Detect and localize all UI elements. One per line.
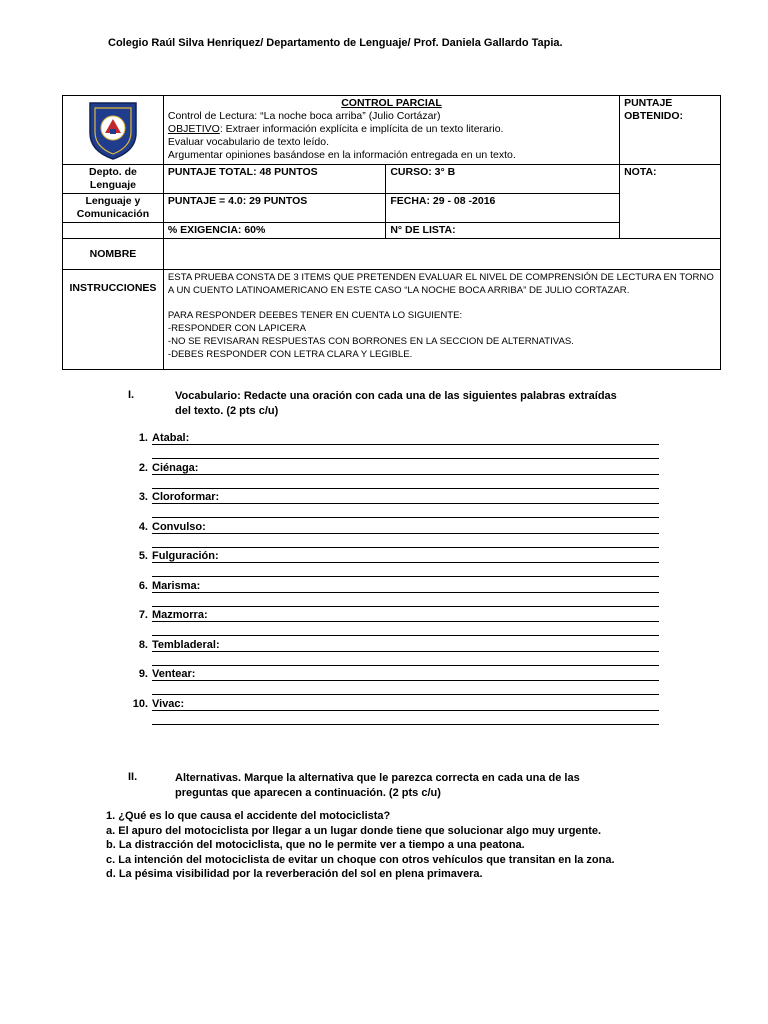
answer-line[interactable] [152,488,659,489]
answer-line[interactable] [152,592,659,593]
answer-line[interactable] [152,474,659,475]
section-2-title [175,771,580,801]
vocab-item [128,521,663,549]
vocab-number: 6. [138,579,148,592]
answer-line[interactable] [152,621,659,622]
answer-line[interactable] [152,635,659,636]
section-1-title [175,389,617,419]
vocab-number: 5. [138,550,148,562]
instruction-intro: ESTA PRUEBA CONSTA DE 3 ITEMS QUE PRETENDEN EVALUAR EL NIVEL DE COMPRENSIÓN DE LECTURA EN TORNO A UN CUENTO LATINOAMERICANO EN ESTE CASO “LA NOCHE BOCA ARRIBA” DE JULIO CORTAZAR. [167,272,714,296]
instruction-item: -RESPONDER CON LAPICERA [167,323,306,334]
answer-line[interactable] [152,533,659,534]
vocab-number: 4. [138,520,148,533]
empty-cell [63,223,164,239]
document-header: Colegio Raúl Silva Henriquez/ Departamento de Lenguaje/ Prof. Daniela Gallardo Tapia. [108,37,563,49]
vocab-item [128,491,663,519]
option-b[interactable]: b. La distracción del motociclista, que no le permite ver a tiempo a una peatona. [106,839,525,851]
vocab-number: 10. [132,697,148,710]
answer-line[interactable] [152,665,659,666]
vocab-word: Fulguración: [152,550,219,562]
objective-line-2: Evaluar vocabulario de texto leído. [167,136,330,148]
exigencia: % EXIGENCIA: 60% [163,223,385,239]
objective-line-3: Argumentar opiniones basándose en la información entregada en un texto. [167,149,516,161]
vocab-word: Mazmorra: [152,609,208,621]
section-2-title-line2: preguntas que aparecen a continuación. (2 pts c/u) [175,787,441,799]
vocab-word: Ventear: [152,668,196,680]
objective-line [168,123,615,136]
section-1-numeral: I. [128,389,135,401]
question-1-text: 1. ¿Qué es lo que causa el accidente del motociclista? [106,810,391,822]
answer-line[interactable] [152,710,659,711]
objective-label: OBJETIVO [167,123,220,135]
answer-line[interactable] [152,606,659,607]
depto-label: Depto. de Lenguaje [63,165,164,194]
vocab-item [128,609,663,637]
vocab-word: Convulso: [152,520,206,533]
vocab-item [128,668,663,696]
vocab-word: Atabal: [152,432,190,444]
answer-line[interactable] [152,517,659,518]
section-1-title-line1: Vocabulario: Redacte una oración con cada una de las siguientes palabras extraídas [175,390,617,402]
asignatura-label: Lenguaje y Comunicación [63,194,164,223]
puntaje-obtenido-cell [620,96,721,165]
vocab-number: 9. [138,668,148,680]
exam-header-table [62,95,721,370]
instruction-item: -DEBES RESPONDER CON LETRA CLARA Y LEGIBLE. [167,349,413,360]
section-2-numeral: II. [128,771,138,783]
vocab-word: Marisma: [152,579,201,592]
exam-title: CONTROL PARCIAL [341,97,442,109]
answer-line[interactable] [152,724,659,725]
answer-line[interactable] [152,458,659,459]
answer-line[interactable] [152,680,659,681]
answer-line[interactable] [152,547,659,548]
answer-line[interactable] [152,694,659,695]
section-2-title-line1: Alternativas. Marque la alternativa que le parezca correcta en cada una de las [175,772,580,784]
option-d[interactable]: d. La pésima visibilidad por la reverberación del sol en plena primavera. [106,868,483,880]
nota-label: NOTA: [620,165,721,239]
vocab-item [128,550,663,578]
vocab-word: Tembladeral: [152,638,220,651]
vocab-number: 2. [138,461,148,474]
vocab-item [128,462,663,490]
answer-line[interactable] [152,576,659,577]
vocab-number: 1. [138,432,148,444]
answer-line[interactable] [152,562,659,563]
reading-title: Control de Lectura: “La noche boca arriba” (Julio Cortázar) [167,110,441,122]
question-1 [106,809,615,882]
section-1-title-line2: del texto. (2 pts c/u) [175,405,279,417]
puntaje-total: PUNTAJE TOTAL: 48 PUNTOS [163,165,385,194]
instrucciones-label: INSTRUCCIONES [63,270,164,370]
vocab-number: 7. [138,609,148,621]
vocab-item [128,639,663,667]
puntaje-aprobacion: PUNTAJE = 4.0: 29 PUNTOS [163,194,385,223]
vocab-word: Vivac: [152,697,185,710]
curso: CURSO: 3° B [386,165,620,194]
option-a[interactable]: a. El apuro del motociclista por llegar a un lugar donde tiene que solucionar algo muy urgente. [106,824,602,837]
exam-info-cell [163,96,619,165]
instruction-item: -NO SE REVISARAN RESPUESTAS CON BORRONES EN LA SECCION DE ALTERNATIVAS. [167,336,574,347]
vocab-item [128,698,663,726]
nombre-label: NOMBRE [63,239,164,270]
instrucciones-cell [163,270,720,370]
vocab-number: 3. [138,491,148,503]
fecha: FECHA: 29 - 08 -2016 [386,194,620,223]
answer-line[interactable] [152,651,659,652]
vocab-item [128,432,663,460]
vocab-word: Cloroformar: [152,491,220,503]
answer-line[interactable] [152,444,659,445]
puntaje-obtenido-label: PUNTAJE OBTENIDO: [624,97,683,122]
vocab-word: Ciénaga: [152,461,199,474]
option-c[interactable]: c. La intención del motociclista de evitar un choque con otros vehículos que transitan en la zona. [106,853,615,866]
numero-lista: N° DE LISTA: [386,223,620,239]
logo-cell [63,96,164,165]
answer-line[interactable] [152,503,659,504]
school-crest-logo [86,99,140,161]
instruction-heading: PARA RESPONDER DEEBES TENER EN CUENTA LO SIGUIENTE: [167,310,463,321]
nombre-field[interactable] [163,239,720,270]
vocab-number: 8. [138,638,148,651]
objective-text: : Extraer información explícita e implícita de un texto literario. [219,123,504,135]
vocab-item [128,580,663,608]
